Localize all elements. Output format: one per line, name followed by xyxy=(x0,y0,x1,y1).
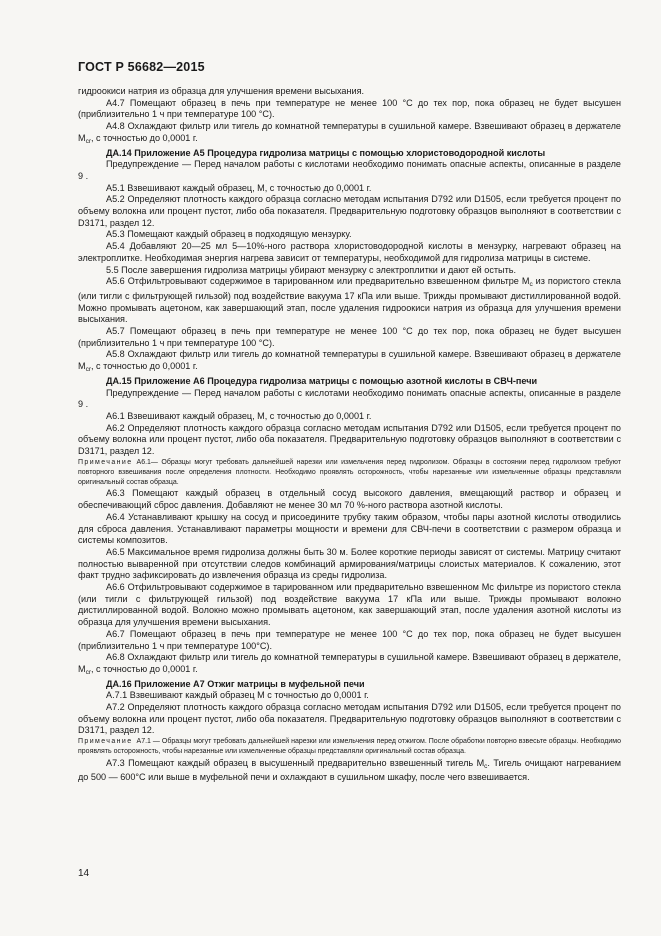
paragraph-text: ДА.16 Приложение А7 Отжиг матрицы в муфельной печи xyxy=(106,678,365,689)
body-paragraph xyxy=(78,411,621,423)
paragraph-text: А7.2 Определяют плотность каждого образца согласно методам испытания D792 или D1505, если требуется процент по объему волокна или процент пустот, либо оба показателя. Предварительную подготовку образцов выполняют в соответствии с D3171, раздел 12. xyxy=(78,702,621,736)
body-paragraph xyxy=(78,582,621,629)
paragraph-text: А5.7 Помещают образец в печь при температуре не менее 100 °С до тех пор, пока образец не будет высушен (приблизительно 1 ч при температуре 100 °С). xyxy=(78,326,621,348)
note-paragraph xyxy=(78,458,621,489)
paragraph-text: А5.6 Отфильтровывают содержимое в тарированном или предварительно взвешенном фильтре M xyxy=(106,276,530,287)
body-paragraph xyxy=(78,194,621,229)
paragraph-text: А5.3 Помещают каждый образец в подходящую мензурку. xyxy=(106,229,352,240)
paragraph-text: А7.3 Помещают каждый образец в высушенный предварительно взвешенный тигель M xyxy=(106,757,485,768)
subscript: cr xyxy=(85,137,91,145)
paragraph-text: А5.4 Добавляют 20—25 мл 5—10%-ного раствора хлористоводородной кислоты в мензурку, нагревают образец на электроплитке. Необходимая энергия нагрева зависит от температуры, необходимой для гидролиза матрицы в системе. xyxy=(78,241,621,263)
paragraph-text: А5.2 Определяют плотность каждого образца согласно методам испытания D792 или D1505, если требуется процент по объему волокна или процент пустот, либо оба показателя. Предварительную подготовку образцов выполняют в соответствии с D3171, раздел 12. xyxy=(78,194,621,228)
paragraph-text: А6.6 Отфильтровывают содержимое в тарированном или предварительно взвешенном Мс фильтре из пористого стекла (или тигли с фильтрующей гильзой) под воздействие вакуума 17 кПа или выше. Трижды промывают волокно дистиллированной водой. Волокно можно промывать ацетоном, как завершающий этап, после удаления азотной кислоты из образца для улучшения времени высыхания. xyxy=(78,582,621,628)
body-paragraph xyxy=(78,159,621,182)
paragraph-text: Предупреждение — Перед началом работы с кислотами необходимо понимать опасные аспекты, описанные в разделе 9 . xyxy=(78,159,621,181)
body-paragraph xyxy=(78,326,621,349)
paragraph-text: А4.7 Помещают образец в печь при температуре не менее 100 °С до тех пор, пока образец не будет высушен (приблизительно 1 ч при температуре 100 °С). xyxy=(78,97,621,120)
document-header: ГОСТ Р 56682—2015 xyxy=(78,60,205,74)
note-text: А7.1 — Образцы могут требовать дальнейшей нарезки или измельчения перед отжигом. После обработки повторно взвесьте образцы. Необходимо проявлять осторожность, чтобы нарезанные или измельченные образцы представляли оригинальный состав образца. xyxy=(78,738,621,756)
body-paragraph xyxy=(78,349,621,375)
body-paragraph xyxy=(78,512,621,547)
paragraph-text: А6.2 Определяют плотность каждого образца согласно методам испытания D792 или D1505, если требуется процент по объему волокна или процент пустот, либо оба показателя. Предварительную подготовку образцов выполняют в соответствии с D3171, раздел 12. xyxy=(78,422,621,457)
body-paragraph xyxy=(78,690,621,702)
paragraph-text: А6.8 Охлаждают фильтр или тигель до комнатной температуры в сушильной камере. Взвешивают образец в держателе, M xyxy=(78,652,621,674)
page-number: 14 xyxy=(78,868,90,879)
subscript: cr xyxy=(85,668,91,676)
body-paragraph xyxy=(78,121,621,147)
note-label: Примечание xyxy=(78,738,133,746)
body-paragraph xyxy=(78,423,621,458)
paragraph-text-continued: , с точностью до 0,0001 г. xyxy=(91,663,198,674)
paragraph-text: А6.5 Максимальное время гидролиза должны быть 30 м. Более короткие периоды зависят от системы. Матрицу считают полностью вываренной при отсутствии следов комбинаций армирования/матрицы слоистых материалов. К сожалению, этот факт трудно зафиксировать до извлечения образца из среды гидролиза. xyxy=(78,546,621,581)
note-text: А6.1— Образцы могут требовать дальнейшей нарезки или измельчения перед гидролизом. Образцы в состоянии перед гидролизом требуют повторного взвешивания после определения плотности. Необходимо проявлять осторожность, чтобы нарезанные или измельченные образцы представляли оригинальный состав образца. xyxy=(78,458,621,487)
body-paragraph xyxy=(78,229,621,241)
section-heading xyxy=(78,148,621,160)
section-heading xyxy=(78,679,621,691)
body-paragraph xyxy=(78,388,621,411)
note-paragraph xyxy=(78,737,621,757)
paragraph-text-continued: из пористого стекла (или тигли с фильтрующей гильзой) под воздействие вакуума 17 кПа или выше. Трижды промывают дистиллированной водой. Можно промывать ацетоном, как завершающий этап, после удаления гидроокиси натрия из образца для улучшения времени высыхания. xyxy=(78,276,621,325)
body-paragraph xyxy=(78,98,621,121)
paragraph-text-continued: . Тигель очищают нагреванием до 500 — 600°С или выше в муфельной печи и охлаждают в сушильном шкафу, после чего взвешивается. xyxy=(78,757,621,783)
subscript: c xyxy=(484,762,488,770)
paragraph-text-continued: , с точностью до 0,0001 г. xyxy=(91,132,198,143)
body-paragraph xyxy=(78,702,621,737)
body-paragraph xyxy=(78,265,621,277)
body-paragraph xyxy=(78,758,621,784)
paragraph-text: ДА.15 Приложение А6 Процедура гидролиза матрицы с помощью азотной кислоты в СВЧ-печи xyxy=(106,375,538,386)
body-paragraph xyxy=(78,488,621,511)
body-paragraph xyxy=(78,629,621,652)
paragraph-text: Предупреждение — Перед началом работы с кислотами необходимо понимать опасные аспекты, описанные в разделе 9 . xyxy=(78,387,621,410)
body-paragraph xyxy=(78,183,621,195)
body-paragraph xyxy=(78,547,621,582)
paragraph-text: А6.4 Устанавливают крышку на сосуд и присоедините трубку таким образом, чтобы пары азотной кислоты отводились для сброса давления. Устанавливают параметры мощности и времени для СВЧ-печи в соответствии с размером образца и системы композитов. xyxy=(78,511,621,546)
subscript: cr xyxy=(85,366,91,374)
paragraph-text: А5.8 Охлаждают фильтр или тигель до комнатной температуры в сушильной камере. Взвешивают образец в держателе M xyxy=(78,349,621,372)
note-label: Примечание xyxy=(78,458,133,466)
paragraph-text: А6.3 Помещают каждый образец в отдельный сосуд высокого давления, вмещающий раствор и образец и обеспечивающий сброс давления. Добавляют не менее 30 мл 70 %-ного раствора азотной кислоты. xyxy=(78,488,621,511)
body-paragraph xyxy=(78,86,621,98)
body-paragraph xyxy=(78,652,621,678)
paragraph-text: А6.7 Помещают образец в печь при температуре не менее 100 °С до тех пор, пока образец не будет высушен (приблизительно 1 ч при температуре 100°С). xyxy=(78,628,621,651)
paragraph-text: А.7.1 Взвешивают каждый образец М с точностью до 0,0001 г. xyxy=(106,690,369,701)
paragraph-text: А5.1 Взвешивают каждый образец, М, с точностью до 0,0001 г. xyxy=(106,182,372,193)
body-paragraph xyxy=(78,241,621,264)
paragraph-text: ДА.14 Приложение А5 Процедура гидролиза матрицы с помощью хлористоводородной кислоты xyxy=(106,147,546,158)
paragraph-text: гидроокиси натрия из образца для улучшения времени высыхания. xyxy=(78,86,365,96)
section-heading xyxy=(78,376,621,388)
document-body xyxy=(78,86,621,784)
paragraph-text-continued: , с точностью до 0,0001 г. xyxy=(91,361,198,372)
paragraph-text: А6.1 Взвешивают каждый образец, М, с точностью до 0,0001 г. xyxy=(106,410,372,421)
body-paragraph xyxy=(78,276,621,326)
paragraph-text: 5.5 После завершения гидролиза матрицы убирают мензурку с электроплитки и дают ей остыть. xyxy=(106,264,517,275)
subscript: c xyxy=(529,281,533,289)
paragraph-text: А4.8 Охлаждают фильтр или тигель до комнатной температуры в сушильной камере. Взвешивают образец в держателе M xyxy=(78,121,621,143)
